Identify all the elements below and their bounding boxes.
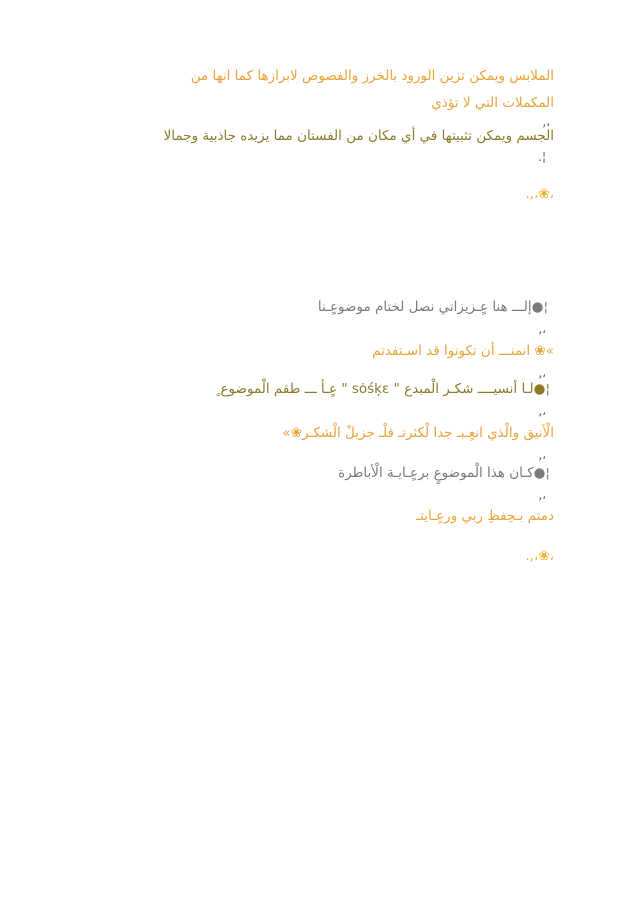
separator-mark: ،, [542, 115, 550, 129]
separator-mark: ،, [538, 366, 546, 380]
separator-mark: ،, [538, 322, 546, 336]
text-line: الجسم ويمكن تثبيتها في أي مكان من الفستان مما يزيده جاذبية وجمالا [163, 128, 554, 144]
text-line: دمتم بـحِفظِ ربي ورعٍـايتـ [416, 508, 554, 524]
text-line: المكملات التي لا تؤذي [431, 95, 554, 111]
text-line: ¦●لـا أنسيــــ شكـر الْمبدع " sȯśķɛ " عٍـأ ـــ طقم الْموضوع ٍ [216, 381, 550, 397]
text-line: ¦●كـان هذا الْموضوعٍ برعٍـايـة الْأباطرة [338, 465, 550, 481]
text-line: ¦●إلـــ هنا عٍـزيزاتي نصل لختام موضوعٍـنا [317, 299, 548, 315]
separator-mark: ،, [538, 488, 546, 502]
text-line: الملابس ويمكن تزين الورود بالخرز والفصوص لابرازها كما انها من [190, 68, 554, 84]
separator-mark: ،, [538, 448, 546, 462]
separator-mark: ،, [538, 404, 546, 418]
text-line: »❀ انمنـــ أن تكونوا قد اسـتفدتم [372, 343, 554, 359]
flower-divider: ،❀،,. [525, 186, 554, 202]
text-line: الْأنيق والْذي انعٍـبـ جدا لْكثرتـ فلْـ جزيلْ الْشكـر❀» [282, 425, 554, 441]
flower-divider: ،❀،,. [525, 548, 554, 564]
separator-mark: ¦. [538, 150, 546, 164]
